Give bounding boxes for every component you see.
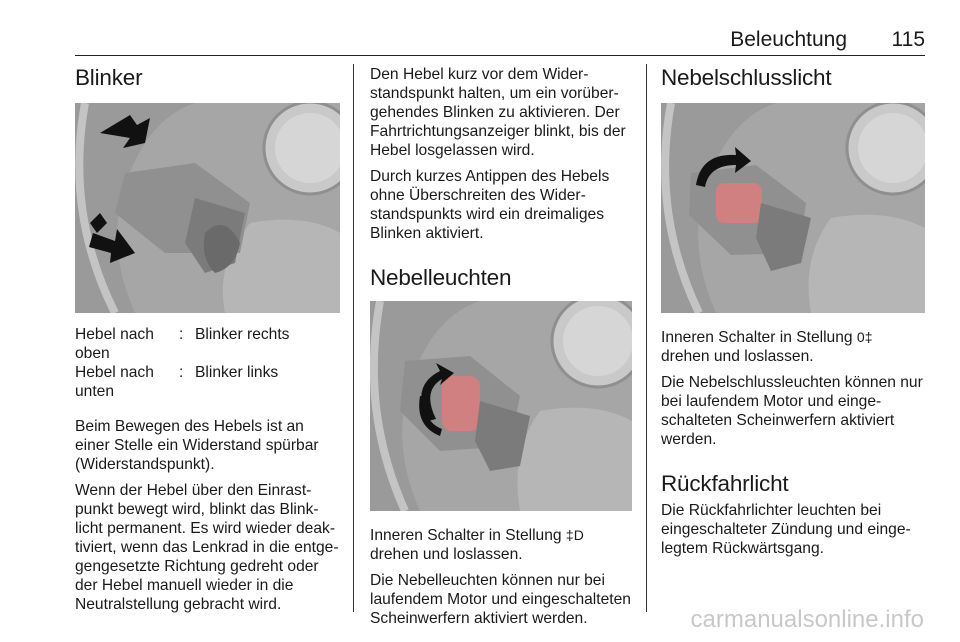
paragraph: Durch kurzes Antippen des Hebels ohne Überschreiten des Widerstandspunkts wird ein dreimaliges Blinken aktiviert. bbox=[370, 168, 610, 242]
table-desc: Blinker rechts bbox=[195, 326, 290, 343]
text-fragment: drehen und loslassen. bbox=[370, 546, 523, 563]
column-middle bbox=[370, 56, 632, 628]
text-fragment: Inneren Schalter in Stellung bbox=[370, 527, 566, 544]
rear-fog-light-symbol: 0‡ bbox=[856, 329, 873, 345]
paragraph: Beim Bewegen des Hebels ist an einer Stelle ein Widerstand spürbar (Widerstandspunkt). bbox=[75, 418, 319, 473]
fog-light-symbol: ‡D bbox=[565, 527, 584, 543]
table-term: Hebel nach unten bbox=[75, 364, 154, 400]
paragraph: Die Rückfahrlichter leuchten bei eingeschalteter Zündung und eingelegtem Rückwärtsgang. bbox=[661, 502, 911, 557]
chapter-title: Beleuchtung bbox=[730, 28, 847, 51]
section-title-nebelschlusslicht: Nebelschlusslicht bbox=[661, 65, 832, 90]
text-fragment: Inneren Schalter in Stellung bbox=[661, 329, 857, 346]
paragraph bbox=[661, 328, 925, 366]
section-title-blinker: Blinker bbox=[75, 65, 143, 90]
table-row bbox=[75, 363, 340, 401]
table-term: Hebel nach oben bbox=[75, 326, 154, 362]
illustration-rear-fog-switch bbox=[661, 103, 925, 313]
paragraph: Die Nebelschlussleuchten können nur bei laufendem Motor und eingeschalteten Scheinwerfern aktiviert werden. bbox=[661, 374, 923, 448]
fog-switch-highlight bbox=[442, 376, 480, 431]
column-divider bbox=[646, 64, 647, 612]
table-separator: : bbox=[179, 326, 184, 343]
illustration-turn-signal-lever bbox=[75, 103, 340, 313]
lever-table bbox=[75, 325, 340, 401]
paragraph: Die Nebelleuchten können nur bei laufendem Motor und eingeschalteten Scheinwerfern aktiviert werden. bbox=[370, 572, 631, 627]
column-left bbox=[75, 56, 340, 614]
table-desc: Blinker links bbox=[195, 364, 279, 381]
table-row bbox=[75, 325, 340, 363]
column-divider bbox=[353, 64, 354, 612]
rear-fog-switch-highlight bbox=[716, 183, 762, 223]
paragraph: Den Hebel kurz vor dem Widerstandspunkt halten, um ein vorübergehendes Blinken zu aktivieren. Der Fahrtrichtungsanzeiger blinkt, bis der Hebel losgelassen wird. bbox=[370, 66, 626, 159]
paragraph: Wenn der Hebel über den Einrastpunkt bewegt wird, blinkt das Blinklicht permanent. Es wird wieder deaktiviert, wenn das Lenkrad in die entgegengesetzte Richtung gedreht oder der Hebel manuell wieder in die Neutralstellung gebracht wird. bbox=[75, 482, 339, 613]
section-title-rueckfahrlicht: Rückfahrlicht bbox=[661, 471, 789, 496]
page-header bbox=[75, 28, 925, 56]
column-right bbox=[661, 56, 925, 558]
text-fragment: drehen und loslassen. bbox=[661, 348, 814, 365]
paragraph bbox=[370, 526, 632, 564]
watermark: carmanualsonline.info bbox=[690, 606, 924, 633]
section-title-nebelleuchten: Nebelleuchten bbox=[370, 265, 512, 290]
table-separator: : bbox=[179, 364, 184, 381]
page-number: 115 bbox=[891, 28, 925, 51]
illustration-fog-light-switch bbox=[370, 301, 632, 511]
